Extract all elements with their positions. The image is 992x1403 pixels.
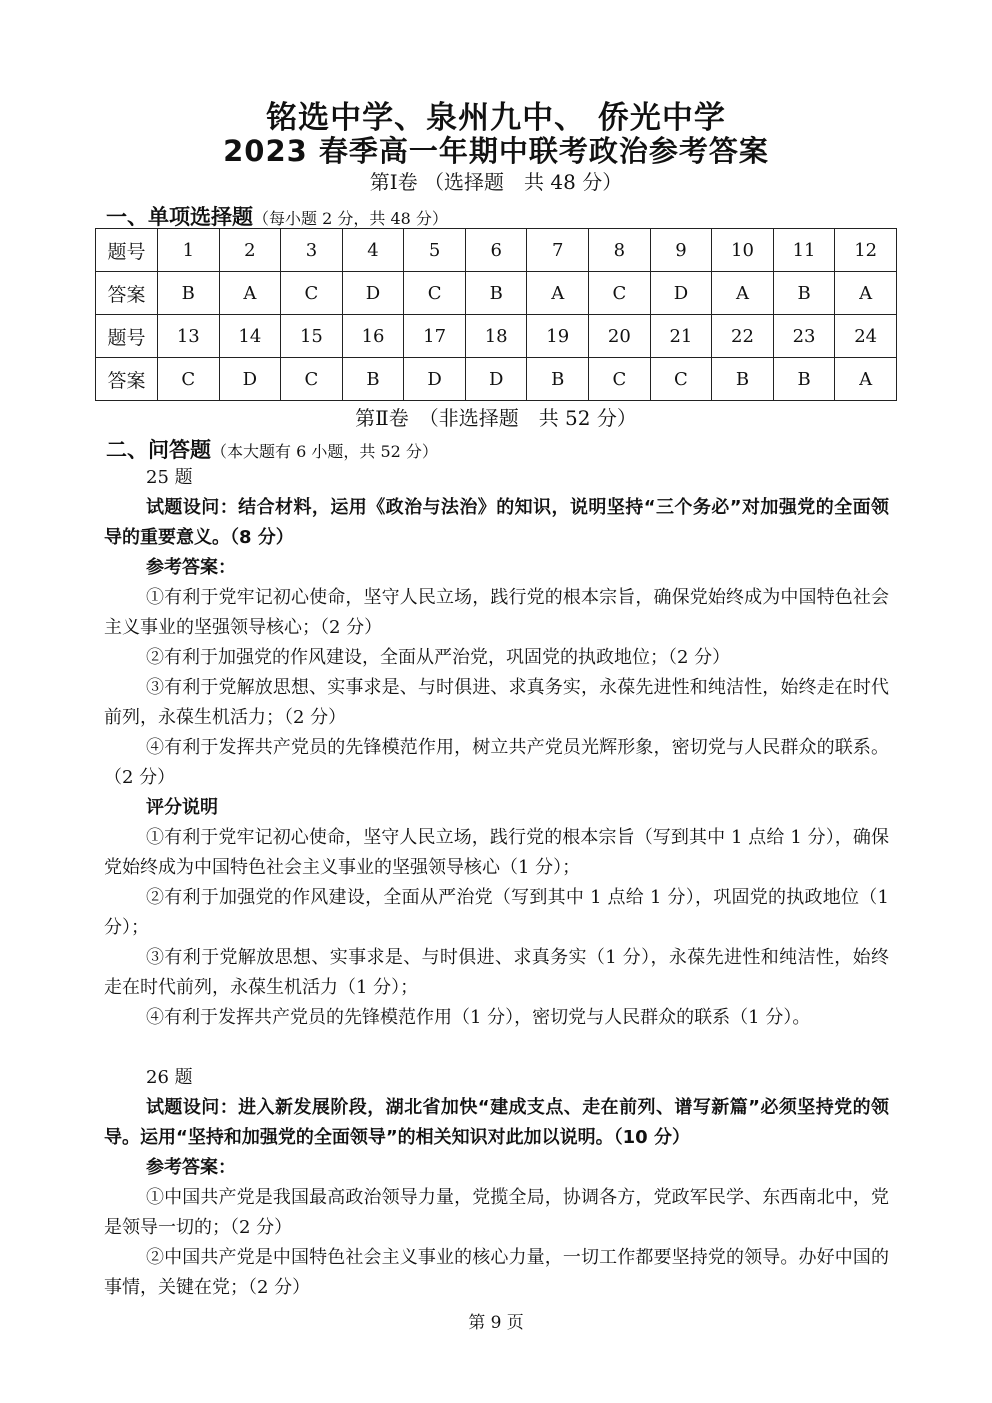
- cell-answer: A: [835, 358, 897, 401]
- cell-answer: C: [281, 358, 343, 401]
- cell-answer: B: [527, 358, 589, 401]
- volume-2-heading: 第Ⅱ卷 （非选择题 共 52 分）: [355, 406, 637, 430]
- cell-question: 6: [465, 229, 527, 272]
- cell-question: 20: [589, 315, 651, 358]
- cell-question: 11: [773, 229, 835, 272]
- title-line-2: 2023 春季高一年期中联考政治参考答案: [223, 134, 769, 168]
- q26-answer-2: ②中国共产党是中国特色社会主义事业的核心力量，一切工作都要坚持党的领导。办好中国的事情，关键在党；（2 分）: [104, 1247, 889, 1298]
- cell-answer: C: [281, 272, 343, 315]
- cell-answer: C: [589, 272, 651, 315]
- row-label-answer: 答案: [96, 358, 158, 401]
- cell-answer: C: [650, 358, 712, 401]
- cell-answer: B: [773, 358, 835, 401]
- cell-answer: B: [158, 272, 220, 315]
- cell-question: 24: [835, 315, 897, 358]
- cell-answer: D: [219, 358, 281, 401]
- section-2-note: （本大题有 6 小题，共 52 分）: [211, 442, 438, 461]
- cell-answer: A: [712, 272, 774, 315]
- cell-question: 14: [219, 315, 281, 358]
- cell-question: 13: [158, 315, 220, 358]
- row-label-question: 题号: [96, 229, 158, 272]
- q25-answer-4: ④有利于发挥共产党员的先锋模范作用，树立共产党员光辉形象，密切党与人民群众的联系。（2 分）: [104, 737, 889, 788]
- section-1-title: 一、单项选择题: [106, 205, 253, 229]
- table-row: [96, 229, 897, 272]
- q26-answer-1: ①中国共产党是我国最高政治领导力量，党揽全局，协调各方，党政军民学、东西南北中，党是领导一切的；（2 分）: [104, 1187, 889, 1238]
- cell-answer: B: [712, 358, 774, 401]
- cell-question: 4: [342, 229, 404, 272]
- cell-question: 2: [219, 229, 281, 272]
- row-label-question: 题号: [96, 315, 158, 358]
- cell-question: 5: [404, 229, 466, 272]
- title-line-1: 铭选中学、泉州九中、 侨光中学: [266, 100, 726, 136]
- q25-scoring-label: 评分说明: [146, 797, 218, 818]
- cell-question: 17: [404, 315, 466, 358]
- row-label-answer: 答案: [96, 272, 158, 315]
- q25-label: 25 题: [146, 467, 193, 488]
- cell-question: 18: [465, 315, 527, 358]
- q25-scoring-1: ①有利于党牢记初心使命，坚守人民立场，践行党的根本宗旨（写到其中 1 点给 1 分），确保党始终成为中国特色社会主义事业的坚强领导核心（1 分）；: [104, 827, 889, 878]
- cell-question: 10: [712, 229, 774, 272]
- page-number: 第 9 页: [468, 1313, 524, 1333]
- cell-question: 22: [712, 315, 774, 358]
- cell-answer: C: [158, 358, 220, 401]
- cell-answer: C: [589, 358, 651, 401]
- q25-answer-3: ③有利于党解放思想、实事求是、与时俱进、求真务实，永葆先进性和纯洁性，始终走在时代前列，永葆生机活力；（2 分）: [104, 677, 889, 728]
- table-row: [96, 272, 897, 315]
- q25-answer-2: ②有利于加强党的作风建设，全面从严治党，巩固党的执政地位；（2 分）: [146, 647, 731, 668]
- cell-question: 21: [650, 315, 712, 358]
- cell-answer: A: [835, 272, 897, 315]
- table-row: [96, 358, 897, 401]
- cell-question: 15: [281, 315, 343, 358]
- cell-question: 23: [773, 315, 835, 358]
- section-2-heading: [106, 434, 438, 464]
- q25-answer-label: 参考答案：: [146, 557, 236, 578]
- q25-prompt: 试题设问：结合材料，运用《政治与法治》的知识，说明坚持“三个务必”对加强党的全面领导的重要意义。（8 分）: [104, 497, 889, 548]
- q25-scoring-2: ②有利于加强党的作风建设，全面从严治党（写到其中 1 点给 1 分），巩固党的执政地位（1 分）；: [104, 887, 889, 938]
- section-1-note: （每小题 2 分，共 48 分）: [253, 209, 448, 228]
- cell-answer: B: [342, 358, 404, 401]
- cell-answer: C: [404, 272, 466, 315]
- q25-answer-1: ①有利于党牢记初心使命，坚守人民立场，践行党的根本宗旨，确保党始终成为中国特色社会主义事业的坚强领导核心；（2 分）: [104, 587, 889, 638]
- q25-scoring-3: ③有利于党解放思想、实事求是、与时俱进、求真务实（1 分），永葆先进性和纯洁性，始终走在时代前列，永葆生机活力（1 分）；: [104, 947, 889, 998]
- answer-table: [95, 228, 897, 401]
- q26-prompt: 试题设问：进入新发展阶段，湖北省加快“建成支点、走在前列、谱写新篇”必须坚持党的领导。运用“坚持和加强党的全面领导”的相关知识对此加以说明。（10 分）: [104, 1097, 889, 1148]
- table-row: [96, 315, 897, 358]
- cell-answer: D: [650, 272, 712, 315]
- volume-1-heading: 第Ⅰ卷 （选择题 共 48 分）: [369, 170, 623, 194]
- cell-answer: A: [219, 272, 281, 315]
- cell-answer: D: [465, 358, 527, 401]
- q26-label: 26 题: [146, 1067, 193, 1088]
- cell-question: 1: [158, 229, 220, 272]
- cell-answer: D: [404, 358, 466, 401]
- section-2-title: 二、问答题: [106, 438, 211, 462]
- q26-answer-label: 参考答案：: [146, 1157, 236, 1178]
- cell-answer: D: [342, 272, 404, 315]
- cell-question: 12: [835, 229, 897, 272]
- cell-question: 9: [650, 229, 712, 272]
- cell-answer: A: [527, 272, 589, 315]
- cell-answer: B: [773, 272, 835, 315]
- cell-question: 8: [589, 229, 651, 272]
- cell-question: 16: [342, 315, 404, 358]
- q25-scoring-4: ④有利于发挥共产党员的先锋模范作用（1 分），密切党与人民群众的联系（1 分）。: [146, 1007, 811, 1028]
- cell-question: 19: [527, 315, 589, 358]
- cell-answer: B: [465, 272, 527, 315]
- cell-question: 7: [527, 229, 589, 272]
- cell-question: 3: [281, 229, 343, 272]
- section-1-heading: [106, 201, 448, 231]
